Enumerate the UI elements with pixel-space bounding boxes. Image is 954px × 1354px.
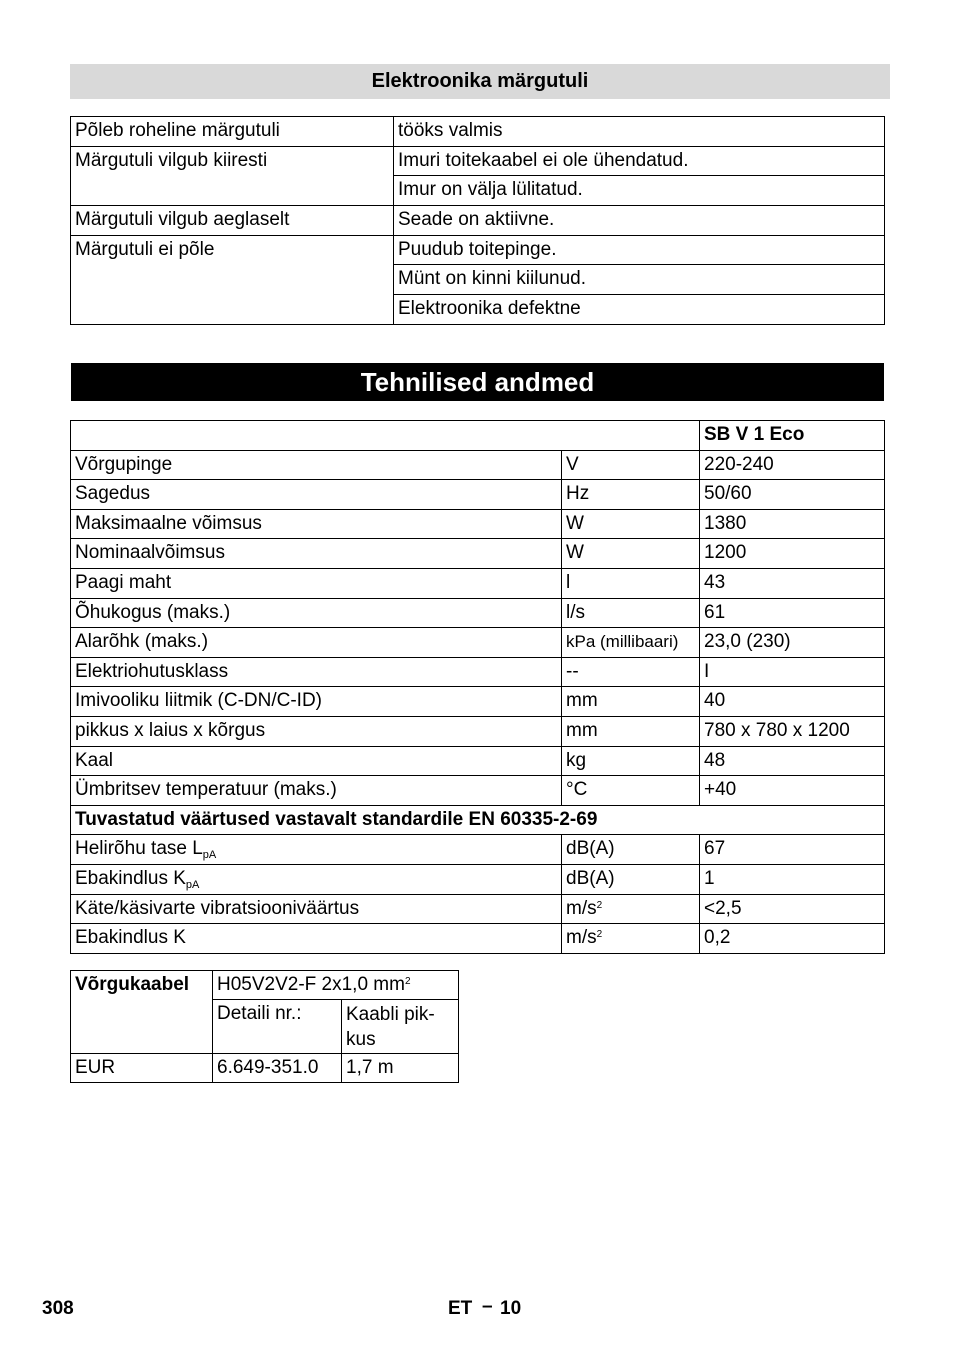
spec-unit: kPa (millibaari) bbox=[562, 628, 700, 658]
header-blank-cell bbox=[71, 421, 700, 451]
spec-unit: l bbox=[562, 568, 700, 598]
spec-value: +40 bbox=[700, 776, 885, 806]
section-page-number: 10 bbox=[500, 1298, 522, 1319]
spec-value: 50/60 bbox=[700, 480, 885, 510]
measured-unit: dB(A) bbox=[562, 864, 700, 894]
table-row bbox=[71, 509, 885, 539]
table-row bbox=[71, 864, 885, 894]
cable-table bbox=[70, 970, 459, 1083]
spec-label: Ümbritsev temperatuur (maks.) bbox=[71, 776, 562, 806]
spec-value: 23,0 (230) bbox=[700, 628, 885, 658]
indicator-meaning: tööks valmis bbox=[394, 117, 885, 147]
table-row bbox=[71, 480, 885, 510]
indicator-state: Märgutuli vilgub kiiresti bbox=[71, 146, 394, 205]
table-row bbox=[71, 598, 885, 628]
spec-label: Õhukogus (maks.) bbox=[71, 598, 562, 628]
cable-type: H05V2V2-F 2x1,0 $mm^2$ bbox=[213, 971, 459, 1000]
indicator-meaning: Imuri toitekaabel ei ole ühendatud. bbox=[394, 146, 885, 176]
spec-unit: -- bbox=[562, 657, 700, 687]
table-row bbox=[71, 716, 885, 746]
spec-unit: kg bbox=[562, 746, 700, 776]
spec-value: 61 bbox=[700, 598, 885, 628]
spec-value: I bbox=[700, 657, 885, 687]
page-number: 308 bbox=[42, 1298, 74, 1319]
spec-value: 220-240 bbox=[700, 450, 885, 480]
cable-length: 1,7 m bbox=[342, 1054, 459, 1083]
spec-unit: l/s bbox=[562, 598, 700, 628]
indicator-meaning: Seade on aktiivne. bbox=[394, 206, 885, 236]
table-row bbox=[71, 746, 885, 776]
spec-label: Paagi maht bbox=[71, 568, 562, 598]
spec-label: Sagedus bbox=[71, 480, 562, 510]
indicator-meaning: Elektroonika defektne bbox=[394, 295, 885, 325]
spec-unit: mm bbox=[562, 716, 700, 746]
measured-value: 1 bbox=[700, 864, 885, 894]
spec-value: 1380 bbox=[700, 509, 885, 539]
cable-part-header: Detaili nr.: bbox=[213, 1000, 342, 1054]
table-row bbox=[71, 450, 885, 480]
spec-value: 780 x 780 x 1200 bbox=[700, 716, 885, 746]
spec-label: Maksimaalne võimsus bbox=[71, 509, 562, 539]
model-name: SB V 1 Eco bbox=[700, 421, 885, 451]
table-row bbox=[71, 628, 885, 658]
indicator-state: Märgutuli ei põle bbox=[71, 235, 394, 324]
measured-label: Käte/käsivarte vibratsiooniväärtus bbox=[71, 894, 562, 924]
indicator-state: Märgutuli vilgub aeglaselt bbox=[71, 206, 394, 236]
measured-value: 0,2 bbox=[700, 924, 885, 954]
tech-section-title: Tehnilised andmed bbox=[71, 363, 884, 401]
measured-unit: $m/s^2$ bbox=[562, 924, 700, 954]
spec-label: Elektriohutusklass bbox=[71, 657, 562, 687]
table-row bbox=[71, 539, 885, 569]
footer-separator: – bbox=[482, 1296, 493, 1317]
table-row bbox=[71, 924, 885, 954]
indicator-table bbox=[70, 116, 885, 325]
measured-unit: $m/s^2$ bbox=[562, 894, 700, 924]
indicator-section-title: Elektroonika märgutuli bbox=[70, 64, 890, 99]
table-row bbox=[71, 235, 885, 265]
table-row bbox=[71, 776, 885, 806]
indicator-state: Põleb roheline märgutuli bbox=[71, 117, 394, 147]
cable-part-number: 6.649-351.0 bbox=[213, 1054, 342, 1083]
spec-label: Võrgupinge bbox=[71, 450, 562, 480]
spec-label: Kaal bbox=[71, 746, 562, 776]
measured-label: Ebakindlus K bbox=[71, 924, 562, 954]
measured-value: <2,5 bbox=[700, 894, 885, 924]
tech-table bbox=[70, 420, 885, 954]
spec-unit: Hz bbox=[562, 480, 700, 510]
indicator-meaning: Münt on kinni kiilunud. bbox=[394, 265, 885, 295]
cable-label: Võrgukaabel bbox=[71, 971, 213, 1054]
indicator-meaning: Puudub toitepinge. bbox=[394, 235, 885, 265]
table-row bbox=[71, 687, 885, 717]
spec-unit: W bbox=[562, 509, 700, 539]
table-row bbox=[71, 835, 885, 865]
measured-values-heading: Tuvastatud väärtused vastavalt standardile EN 60335-2-69 bbox=[71, 805, 885, 835]
table-row bbox=[71, 146, 885, 176]
table-row bbox=[71, 805, 885, 835]
cable-region: EUR bbox=[71, 1054, 213, 1083]
spec-unit: mm bbox=[562, 687, 700, 717]
table-row bbox=[71, 971, 459, 1000]
table-row bbox=[71, 421, 885, 451]
language-code: ET bbox=[448, 1298, 473, 1319]
measured-label: Ebakindlus $K_{pA}$ bbox=[71, 864, 562, 894]
spec-unit: °C bbox=[562, 776, 700, 806]
table-row bbox=[71, 206, 885, 236]
table-row bbox=[71, 894, 885, 924]
table-row bbox=[71, 117, 885, 147]
spec-label: Alarõhk (maks.) bbox=[71, 628, 562, 658]
indicator-meaning: Imur on välja lülitatud. bbox=[394, 176, 885, 206]
spec-unit: W bbox=[562, 539, 700, 569]
spec-value: 1200 bbox=[700, 539, 885, 569]
measured-label: Helirõhu tase $L_{pA}$ bbox=[71, 835, 562, 865]
measured-value: 67 bbox=[700, 835, 885, 865]
measured-unit: dB(A) bbox=[562, 835, 700, 865]
spec-label: Nominaalvõimsus bbox=[71, 539, 562, 569]
spec-value: 40 bbox=[700, 687, 885, 717]
table-row bbox=[71, 568, 885, 598]
spec-label: Imivooliku liitmik (C-DN/C-ID) bbox=[71, 687, 562, 717]
spec-label: pikkus x laius x kõrgus bbox=[71, 716, 562, 746]
table-row bbox=[71, 1054, 459, 1083]
spec-unit: V bbox=[562, 450, 700, 480]
table-row bbox=[71, 657, 885, 687]
cable-length-header: Kaabli pik-kus bbox=[342, 1000, 459, 1054]
spec-value: 48 bbox=[700, 746, 885, 776]
spec-value: 43 bbox=[700, 568, 885, 598]
